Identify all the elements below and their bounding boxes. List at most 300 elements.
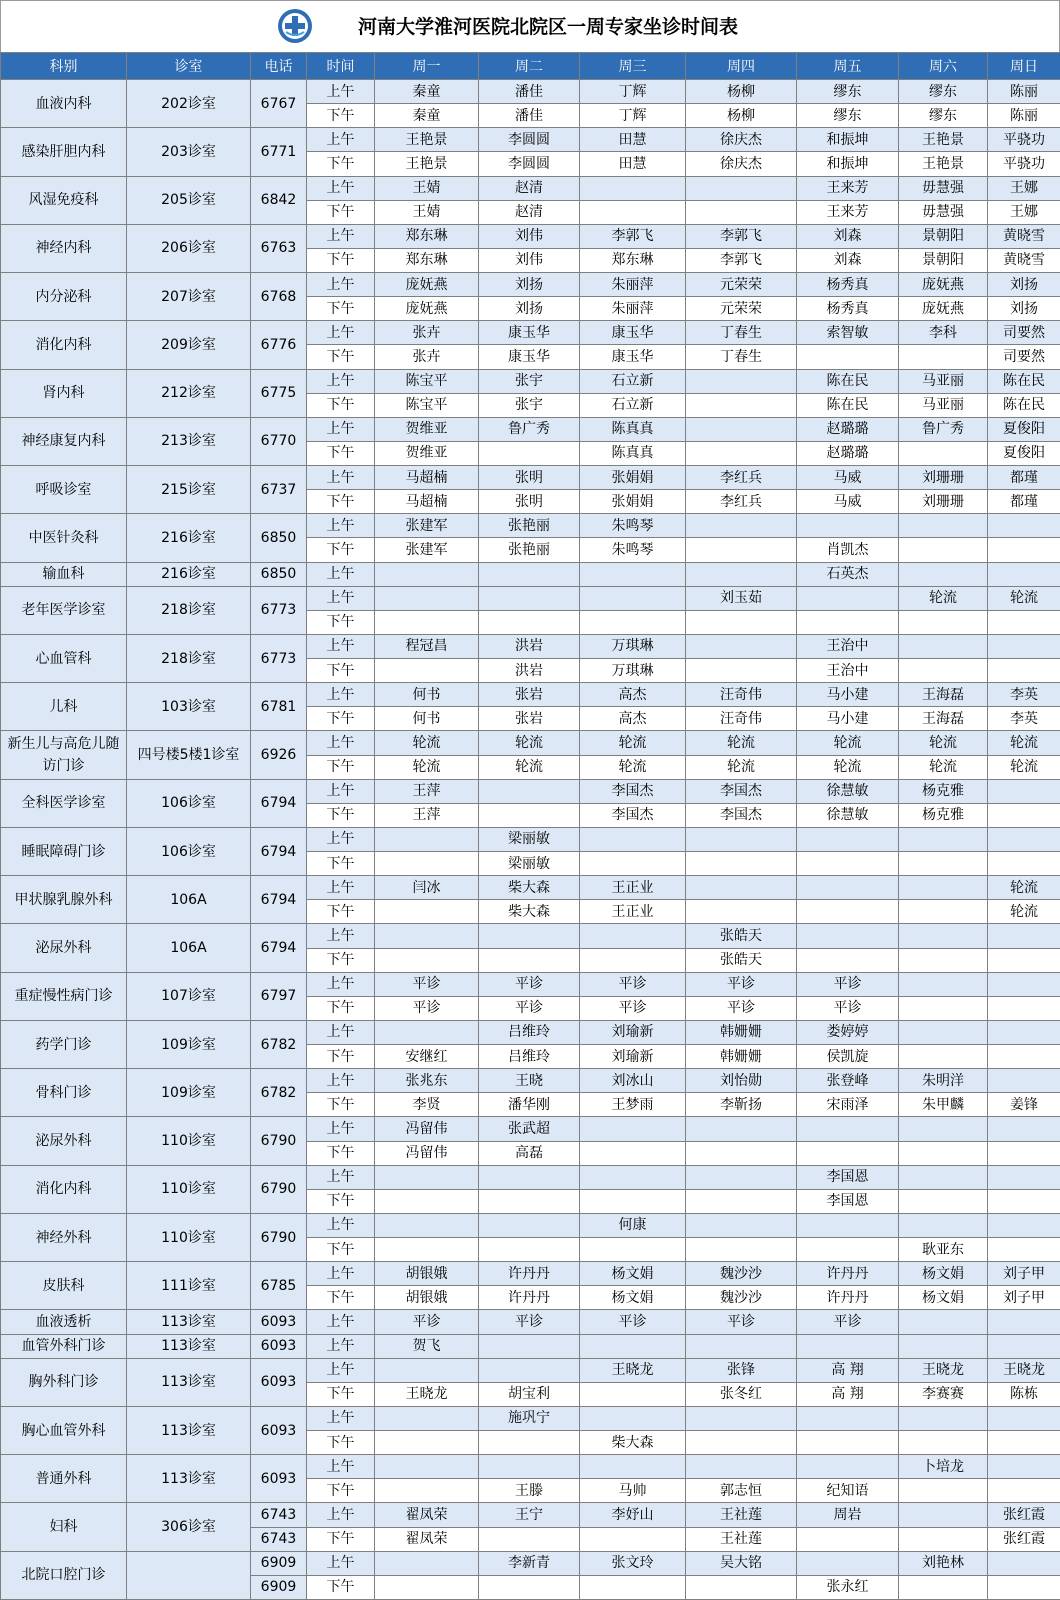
doctor-cell [899, 1527, 988, 1551]
doctor-cell [899, 1165, 988, 1189]
phone-cell: 6782 [251, 1069, 307, 1117]
doctor-cell: 陈丽 [988, 104, 1060, 128]
doctor-cell: 杨文娟 [899, 1262, 988, 1286]
table-row [1, 514, 1060, 538]
doctor-cell [686, 1575, 797, 1599]
doctor-cell: 李国恩 [797, 1189, 899, 1213]
doctor-cell [797, 1455, 899, 1479]
doctor-cell [375, 659, 479, 683]
doctor-cell: 石立新 [580, 369, 686, 393]
doctor-cell: 柴大森 [580, 1431, 686, 1455]
phone-cell: 6790 [251, 1117, 307, 1165]
table-row [1, 1262, 1060, 1286]
room-cell: 113诊室 [127, 1455, 251, 1503]
doctor-cell: 丁辉 [580, 80, 686, 104]
time-cell: 上午 [307, 466, 375, 490]
room-cell: 109诊室 [127, 1069, 251, 1117]
doctor-cell [899, 827, 988, 851]
dept-cell: 睡眠障碍门诊 [1, 827, 127, 875]
doctor-cell [375, 1358, 479, 1382]
doctor-cell [899, 345, 988, 369]
doctor-cell [988, 779, 1060, 803]
dept-cell: 全科医学诊室 [1, 779, 127, 827]
dept-cell: 药学门诊 [1, 1020, 127, 1068]
doctor-cell [479, 610, 580, 634]
doctor-cell: 贺维亚 [375, 417, 479, 441]
doctor-cell: 何康 [580, 1213, 686, 1237]
doctor-cell: 都瑾 [988, 466, 1060, 490]
doctor-cell [797, 900, 899, 924]
doctor-cell [899, 996, 988, 1020]
doctor-cell: 刘冰山 [580, 1069, 686, 1093]
doctor-cell [988, 1551, 1060, 1575]
doctor-cell: 刘扬 [479, 297, 580, 321]
table-row [1, 1165, 1060, 1189]
table-header [1, 53, 1060, 80]
doctor-cell: 刘瑜新 [580, 1045, 686, 1069]
room-cell: 209诊室 [127, 321, 251, 369]
doctor-cell: 李国杰 [686, 803, 797, 827]
doctor-cell [686, 876, 797, 900]
dept-cell: 胸外科门诊 [1, 1358, 127, 1406]
doctor-cell: 缪东 [797, 80, 899, 104]
doctor-cell: 索智敏 [797, 321, 899, 345]
doctor-cell: 平诊 [580, 1310, 686, 1334]
doctor-cell: 潘华刚 [479, 1093, 580, 1117]
doctor-cell [580, 1189, 686, 1213]
dept-cell: 感染肝胆内科 [1, 128, 127, 176]
doctor-cell [686, 369, 797, 393]
doctor-cell [580, 1334, 686, 1358]
doctor-cell: 轮流 [797, 731, 899, 755]
table-row [1, 1117, 1060, 1141]
phone-cell: 6743 [251, 1527, 307, 1551]
doctor-cell: 轮流 [479, 755, 580, 779]
doctor-cell: 陈在民 [988, 369, 1060, 393]
doctor-cell: 陈真真 [580, 417, 686, 441]
table-row [1, 369, 1060, 393]
doctor-cell: 潘佳 [479, 104, 580, 128]
doctor-cell [899, 1020, 988, 1044]
doctor-cell [375, 924, 479, 948]
doctor-cell [686, 1165, 797, 1189]
doctor-cell [797, 1551, 899, 1575]
time-cell: 下午 [307, 1093, 375, 1117]
doctor-cell [375, 1431, 479, 1455]
room-cell: 216诊室 [127, 562, 251, 586]
doctor-cell [580, 1406, 686, 1430]
doctor-cell: 缪东 [899, 80, 988, 104]
doctor-cell [797, 948, 899, 972]
doctor-cell: 李红兵 [686, 466, 797, 490]
doctor-cell: 赵清 [479, 200, 580, 224]
doctor-cell [797, 1117, 899, 1141]
doctor-cell: 平诊 [686, 996, 797, 1020]
doctor-cell [580, 176, 686, 200]
room-cell: 113诊室 [127, 1310, 251, 1334]
doctor-cell [479, 1334, 580, 1358]
doctor-cell: 王正业 [580, 900, 686, 924]
doctor-cell: 赵璐璐 [797, 441, 899, 465]
doctor-cell [797, 610, 899, 634]
doctor-cell: 王晓 [479, 1069, 580, 1093]
doctor-cell: 许丹丹 [797, 1262, 899, 1286]
doctor-cell: 何书 [375, 683, 479, 707]
dept-cell: 重症慢性病门诊 [1, 972, 127, 1020]
doctor-cell: 卜培龙 [899, 1455, 988, 1479]
phone-cell: 6773 [251, 586, 307, 634]
doctor-cell: 高 翔 [797, 1382, 899, 1406]
doctor-cell: 郭志恒 [686, 1479, 797, 1503]
doctor-cell [899, 562, 988, 586]
doctor-cell [686, 514, 797, 538]
doctor-cell: 马超楠 [375, 490, 479, 514]
doctor-cell: 平诊 [479, 972, 580, 996]
doctor-cell: 施巩宁 [479, 1406, 580, 1430]
doctor-cell: 平诊 [580, 996, 686, 1020]
doctor-cell [797, 1527, 899, 1551]
doctor-cell: 周岩 [797, 1503, 899, 1527]
doctor-cell [988, 1189, 1060, 1213]
time-cell: 下午 [307, 248, 375, 272]
doctor-cell: 刘艳林 [899, 1551, 988, 1575]
table-body [1, 80, 1060, 1600]
time-cell: 上午 [307, 1165, 375, 1189]
doctor-cell [797, 345, 899, 369]
doctor-cell: 许丹丹 [479, 1286, 580, 1310]
doctor-cell [899, 1406, 988, 1430]
doctor-cell [899, 1334, 988, 1358]
doctor-cell: 刘玉茹 [686, 586, 797, 610]
doctor-cell [988, 1334, 1060, 1358]
doctor-cell: 平诊 [479, 1310, 580, 1334]
doctor-cell: 张登峰 [797, 1069, 899, 1093]
doctor-cell: 平诊 [375, 972, 479, 996]
doctor-cell: 张卉 [375, 345, 479, 369]
time-cell: 下午 [307, 1382, 375, 1406]
doctor-cell: 张建军 [375, 538, 479, 562]
time-cell: 上午 [307, 417, 375, 441]
room-cell: 206诊室 [127, 224, 251, 272]
time-cell: 上午 [307, 369, 375, 393]
doctor-cell: 轮流 [580, 731, 686, 755]
doctor-cell [686, 1117, 797, 1141]
time-cell: 上午 [307, 1213, 375, 1237]
doctor-cell: 刘扬 [988, 297, 1060, 321]
doctor-cell: 高磊 [479, 1141, 580, 1165]
doctor-cell [686, 417, 797, 441]
doctor-cell [988, 1238, 1060, 1262]
doctor-cell: 刘伟 [479, 224, 580, 248]
doctor-cell [797, 852, 899, 876]
time-cell: 上午 [307, 1020, 375, 1044]
phone-cell: 6790 [251, 1213, 307, 1261]
doctor-cell: 缪东 [797, 104, 899, 128]
phone-cell: 6909 [251, 1575, 307, 1599]
doctor-cell: 朱鸣琴 [580, 514, 686, 538]
doctor-cell: 杨文娟 [899, 1286, 988, 1310]
table-row [1, 924, 1060, 948]
doctor-cell: 朱明洋 [899, 1069, 988, 1093]
dept-cell: 老年医学诊室 [1, 586, 127, 634]
dept-cell: 肾内科 [1, 369, 127, 417]
doctor-cell [899, 1189, 988, 1213]
doctor-cell: 平诊 [797, 972, 899, 996]
room-cell: 四号楼5楼1诊室 [127, 731, 251, 779]
doctor-cell: 许丹丹 [479, 1262, 580, 1286]
doctor-cell: 王晓龙 [580, 1358, 686, 1382]
doctor-cell [988, 1431, 1060, 1455]
time-cell: 下午 [307, 393, 375, 417]
doctor-cell: 王艳景 [375, 128, 479, 152]
header-thu: 周四 [686, 53, 797, 80]
dept-cell: 甲状腺乳腺外科 [1, 876, 127, 924]
doctor-cell: 高杰 [580, 707, 686, 731]
table-row [1, 1358, 1060, 1382]
doctor-cell [580, 1238, 686, 1262]
doctor-cell: 张锋 [686, 1358, 797, 1382]
doctor-cell [580, 1575, 686, 1599]
doctor-cell: 和振坤 [797, 128, 899, 152]
doctor-cell [988, 1310, 1060, 1334]
doctor-cell: 轮流 [899, 731, 988, 755]
doctor-cell [797, 1406, 899, 1430]
doctor-cell: 轮流 [988, 755, 1060, 779]
dept-cell: 普通外科 [1, 1455, 127, 1503]
doctor-cell: 王艳景 [899, 128, 988, 152]
doctor-cell [375, 1165, 479, 1189]
phone-cell: 6781 [251, 683, 307, 731]
doctor-cell: 杨克雅 [899, 779, 988, 803]
table-row [1, 1020, 1060, 1044]
doctor-cell: 轮流 [375, 755, 479, 779]
doctor-cell: 张红霞 [988, 1503, 1060, 1527]
time-cell: 下午 [307, 1141, 375, 1165]
doctor-cell: 马亚丽 [899, 393, 988, 417]
table-row [1, 321, 1060, 345]
time-cell: 下午 [307, 1575, 375, 1599]
doctor-cell [479, 1238, 580, 1262]
room-cell: 111诊室 [127, 1262, 251, 1310]
room-cell: 202诊室 [127, 80, 251, 128]
phone-cell: 6782 [251, 1020, 307, 1068]
doctor-cell: 张红霞 [988, 1527, 1060, 1551]
doctor-cell: 王娜 [988, 200, 1060, 224]
table-row [1, 634, 1060, 658]
doctor-cell: 安继红 [375, 1045, 479, 1069]
doctor-cell [375, 586, 479, 610]
doctor-cell [479, 924, 580, 948]
doctor-cell [899, 441, 988, 465]
doctor-cell [988, 1406, 1060, 1430]
time-cell: 下午 [307, 1045, 375, 1069]
room-cell: 110诊室 [127, 1117, 251, 1165]
doctor-cell [580, 852, 686, 876]
doctor-cell: 郑东琳 [580, 248, 686, 272]
doctor-cell: 毋慧强 [899, 200, 988, 224]
doctor-cell [899, 514, 988, 538]
room-cell: 203诊室 [127, 128, 251, 176]
doctor-cell [899, 1503, 988, 1527]
doctor-cell [580, 1455, 686, 1479]
room-cell: 216诊室 [127, 514, 251, 562]
phone-cell: 6790 [251, 1165, 307, 1213]
time-cell: 下午 [307, 707, 375, 731]
dept-cell: 内分泌科 [1, 273, 127, 321]
phone-cell: 6763 [251, 224, 307, 272]
time-cell: 上午 [307, 321, 375, 345]
doctor-cell [988, 1141, 1060, 1165]
doctor-cell: 鲁广秀 [899, 417, 988, 441]
doctor-cell: 娄婷婷 [797, 1020, 899, 1044]
room-cell: 107诊室 [127, 972, 251, 1020]
doctor-cell: 程冠昌 [375, 634, 479, 658]
dept-cell: 骨科门诊 [1, 1069, 127, 1117]
doctor-cell: 李郭飞 [686, 224, 797, 248]
doctor-cell: 平骁功 [988, 128, 1060, 152]
doctor-cell: 李英 [988, 683, 1060, 707]
doctor-cell: 马超楠 [375, 466, 479, 490]
time-cell: 下午 [307, 441, 375, 465]
doctor-cell: 魏沙沙 [686, 1262, 797, 1286]
doctor-cell: 秦童 [375, 104, 479, 128]
doctor-cell: 刘伟 [479, 248, 580, 272]
time-cell: 下午 [307, 104, 375, 128]
phone-cell: 6850 [251, 562, 307, 586]
header-tue: 周二 [479, 53, 580, 80]
doctor-cell [988, 1213, 1060, 1237]
doctor-cell [686, 634, 797, 658]
table-row [1, 779, 1060, 803]
doctor-cell: 宋雨泽 [797, 1093, 899, 1117]
doctor-cell: 元荣荣 [686, 273, 797, 297]
doctor-cell [686, 852, 797, 876]
doctor-cell: 胡银娥 [375, 1262, 479, 1286]
room-cell: 205诊室 [127, 176, 251, 224]
doctor-cell: 轮流 [686, 755, 797, 779]
doctor-cell: 轮流 [899, 755, 988, 779]
doctor-cell: 张宇 [479, 369, 580, 393]
phone-cell: 6771 [251, 128, 307, 176]
header-phone: 电话 [251, 53, 307, 80]
header-sat: 周六 [899, 53, 988, 80]
time-cell: 上午 [307, 683, 375, 707]
time-cell: 下午 [307, 948, 375, 972]
doctor-cell: 张文玲 [580, 1551, 686, 1575]
doctor-cell [797, 1141, 899, 1165]
phone-cell: 6093 [251, 1358, 307, 1406]
doctor-cell [580, 586, 686, 610]
doctor-cell: 赵璐璐 [797, 417, 899, 441]
time-cell: 上午 [307, 80, 375, 104]
dept-cell: 泌尿外科 [1, 924, 127, 972]
time-cell: 上午 [307, 1117, 375, 1141]
doctor-cell: 洪岩 [479, 634, 580, 658]
doctor-cell [686, 1238, 797, 1262]
phone-cell: 6909 [251, 1551, 307, 1575]
table-row [1, 683, 1060, 707]
doctor-cell: 司要然 [988, 345, 1060, 369]
doctor-cell: 景朝阳 [899, 224, 988, 248]
doctor-cell [479, 1455, 580, 1479]
doctor-cell: 刘子甲 [988, 1262, 1060, 1286]
doctor-cell: 黄晓雪 [988, 224, 1060, 248]
header-dept: 科别 [1, 53, 127, 80]
doctor-cell [988, 924, 1060, 948]
time-cell: 下午 [307, 297, 375, 321]
table-row [1, 466, 1060, 490]
doctor-cell: 朱丽萍 [580, 273, 686, 297]
doctor-cell: 万琪琳 [580, 634, 686, 658]
doctor-cell: 贺飞 [375, 1334, 479, 1358]
doctor-cell: 张武超 [479, 1117, 580, 1141]
table-row [1, 731, 1060, 755]
doctor-cell [899, 1310, 988, 1334]
dept-cell: 新生儿与高危儿随访门诊 [1, 731, 127, 779]
header-room: 诊室 [127, 53, 251, 80]
doctor-cell [479, 441, 580, 465]
time-cell: 下午 [307, 1527, 375, 1551]
doctor-cell [988, 1455, 1060, 1479]
doctor-cell: 李国杰 [580, 803, 686, 827]
doctor-cell: 陈宝平 [375, 369, 479, 393]
doctor-cell [686, 1334, 797, 1358]
doctor-cell: 姜锋 [988, 1093, 1060, 1117]
doctor-cell: 马亚丽 [899, 369, 988, 393]
doctor-cell: 平诊 [797, 996, 899, 1020]
doctor-cell: 徐慧敏 [797, 779, 899, 803]
doctor-cell [375, 827, 479, 851]
doctor-cell: 汪奇伟 [686, 707, 797, 731]
doctor-cell: 徐庆杰 [686, 152, 797, 176]
phone-cell: 6093 [251, 1406, 307, 1454]
doctor-cell: 李贤 [375, 1093, 479, 1117]
doctor-cell [899, 1117, 988, 1141]
table-row [1, 417, 1060, 441]
doctor-cell: 梁丽敏 [479, 827, 580, 851]
doctor-cell [988, 514, 1060, 538]
time-cell: 上午 [307, 1503, 375, 1527]
doctor-cell [797, 514, 899, 538]
doctor-cell: 王婧 [375, 176, 479, 200]
doctor-cell [988, 1165, 1060, 1189]
doctor-cell: 马帅 [580, 1479, 686, 1503]
doctor-cell: 朱鸣琴 [580, 538, 686, 562]
room-cell: 110诊室 [127, 1213, 251, 1261]
doctor-cell: 李圆圆 [479, 128, 580, 152]
doctor-cell: 轮流 [686, 731, 797, 755]
doctor-cell: 王艳景 [899, 152, 988, 176]
doctor-cell: 张建军 [375, 514, 479, 538]
doctor-cell: 朱甲麟 [899, 1093, 988, 1117]
doctor-cell: 张艳丽 [479, 514, 580, 538]
doctor-cell: 纪知语 [797, 1479, 899, 1503]
doctor-cell: 丁春生 [686, 321, 797, 345]
doctor-cell: 平诊 [797, 1310, 899, 1334]
doctor-cell: 刘珊珊 [899, 490, 988, 514]
room-cell: 306诊室 [127, 1503, 251, 1551]
doctor-cell [899, 538, 988, 562]
doctor-cell [375, 1551, 479, 1575]
doctor-cell: 王治中 [797, 634, 899, 658]
room-cell: 109诊室 [127, 1020, 251, 1068]
doctor-cell: 缪东 [899, 104, 988, 128]
doctor-cell [580, 948, 686, 972]
phone-cell: 6093 [251, 1455, 307, 1503]
time-cell: 上午 [307, 1310, 375, 1334]
time-cell: 上午 [307, 924, 375, 948]
time-cell: 下午 [307, 610, 375, 634]
